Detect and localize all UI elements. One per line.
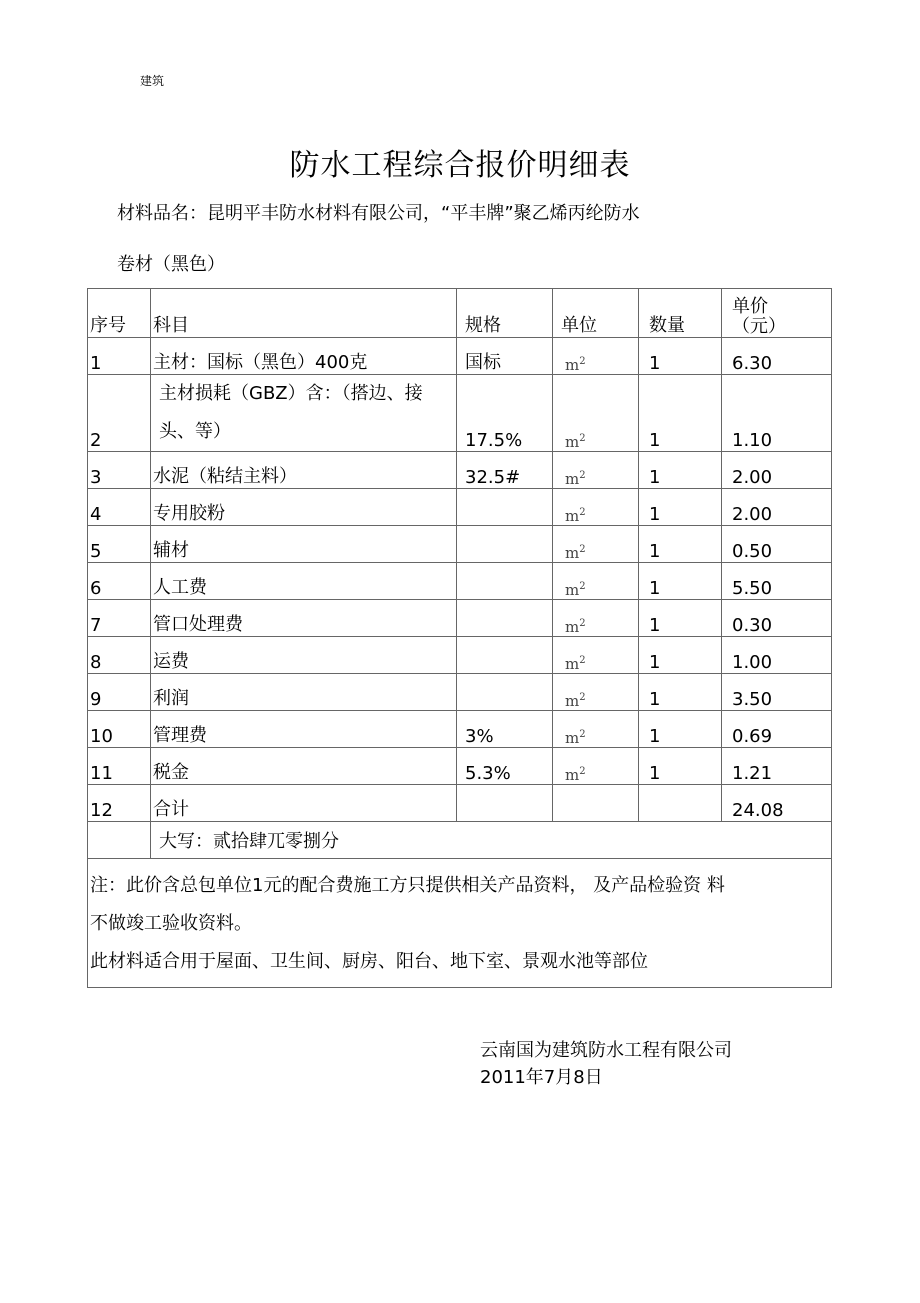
cell-spec (457, 637, 553, 674)
cell-price: 3.50 (722, 674, 832, 711)
cell-price: 0.50 (722, 526, 832, 563)
note-row (88, 859, 832, 988)
cell-subject: 专用胶粉 (151, 489, 457, 526)
header-index: 序号 (88, 289, 151, 338)
cell-subject: 管理费 (151, 711, 457, 748)
cell-unit (553, 338, 639, 375)
cell-subject: 运费 (151, 637, 457, 674)
unit-text: m (565, 470, 580, 488)
cell-subject: 辅材 (151, 526, 457, 563)
page-title: 防水工程综合报价明细表 (289, 148, 631, 183)
unit-text: m (565, 655, 580, 673)
cell-quantity: 1 (639, 452, 722, 489)
total-row (88, 785, 832, 822)
unit-sup: 2 (579, 470, 586, 481)
unit-text: m (565, 356, 580, 374)
cell-subject: 管口处理费 (151, 600, 457, 637)
unit-text: m (565, 766, 580, 784)
cell-spec (457, 489, 553, 526)
cell-spec: 17.5% (457, 375, 553, 452)
cell-unit (553, 452, 639, 489)
total-price: 24.08 (722, 785, 832, 822)
cell-price: 1.00 (722, 637, 832, 674)
cell-unit (553, 748, 639, 785)
unit-sup: 2 (579, 544, 586, 555)
table-row (88, 637, 832, 674)
cell-subject: 主材损耗（GBZ）含：（搭边、接头、等） (151, 375, 457, 452)
cell-quantity: 1 (639, 711, 722, 748)
cell-price: 0.30 (722, 600, 832, 637)
cell-index: 2 (88, 375, 151, 452)
note-line-1: 注：此价含总包单位1元的配合费施工方只提供相关产品资料， 及产品检验资 料 (90, 875, 725, 896)
header-quantity: 数量 (639, 289, 722, 338)
amount-in-words: 大写：贰拾肆兀零捌分 (151, 822, 832, 859)
unit-sup: 2 (579, 507, 586, 518)
amount-words-empty (88, 822, 151, 859)
cell-unit (553, 711, 639, 748)
total-spec-empty (457, 785, 553, 822)
table-row (88, 489, 832, 526)
cell-unit (553, 600, 639, 637)
cell-spec: 3% (457, 711, 553, 748)
cell-quantity: 1 (639, 489, 722, 526)
cell-subject: 水泥（粘结主料） (151, 452, 457, 489)
header-unit-price-line2: （元） (732, 316, 786, 337)
amount-words-row (88, 822, 832, 859)
quote-table (87, 288, 832, 988)
total-qty-empty (639, 785, 722, 822)
cell-price: 6.30 (722, 338, 832, 375)
cell-quantity: 1 (639, 563, 722, 600)
note-cell (88, 859, 832, 988)
table-row (88, 375, 832, 452)
unit-sup: 2 (579, 618, 586, 629)
cell-quantity: 1 (639, 748, 722, 785)
material-line-1: 材料品名：昆明平丰防水材料有限公司，“平丰牌”聚乙烯丙纶防水 (117, 203, 640, 224)
cell-quantity: 1 (639, 600, 722, 637)
cell-price: 2.00 (722, 452, 832, 489)
table-row (88, 526, 832, 563)
cell-unit (553, 489, 639, 526)
unit-text: m (565, 618, 580, 636)
cell-subject: 税金 (151, 748, 457, 785)
cell-unit (553, 526, 639, 563)
cell-index: 9 (88, 674, 151, 711)
unit-sup: 2 (579, 692, 586, 703)
table-row (88, 748, 832, 785)
cell-price: 5.50 (722, 563, 832, 600)
total-unit-empty (553, 785, 639, 822)
cell-spec: 国标 (457, 338, 553, 375)
cell-index: 6 (88, 563, 151, 600)
unit-sup: 2 (579, 729, 586, 740)
table-row (88, 600, 832, 637)
cell-index: 3 (88, 452, 151, 489)
unit-text: m (565, 544, 580, 562)
cell-subject: 利润 (151, 674, 457, 711)
table-row (88, 711, 832, 748)
cell-spec: 32.5# (457, 452, 553, 489)
unit-text: m (565, 692, 580, 710)
table-header-row (88, 289, 832, 338)
header-subject: 科目 (151, 289, 457, 338)
unit-sup: 2 (579, 581, 586, 592)
cell-index: 1 (88, 338, 151, 375)
cell-unit (553, 563, 639, 600)
table-row (88, 452, 832, 489)
cell-unit (553, 674, 639, 711)
total-label: 合计 (151, 785, 457, 822)
cell-subject: 人工费 (151, 563, 457, 600)
header-unit-price (722, 289, 832, 338)
cell-index: 4 (88, 489, 151, 526)
cell-index: 7 (88, 600, 151, 637)
cell-quantity: 1 (639, 375, 722, 452)
unit-text: m (565, 729, 580, 747)
cell-subject: 主材：国标（黑色）400克 (151, 338, 457, 375)
unit-text: m (565, 581, 580, 599)
header-unit: 单位 (553, 289, 639, 338)
cell-quantity: 1 (639, 637, 722, 674)
unit-sup: 2 (579, 766, 586, 777)
cell-spec (457, 600, 553, 637)
unit-sup: 2 (579, 356, 586, 367)
unit-sup: 2 (579, 655, 586, 666)
cell-index: 5 (88, 526, 151, 563)
cell-quantity: 1 (639, 338, 722, 375)
cell-spec (457, 674, 553, 711)
signature-date: 2011年7月8日 (480, 1067, 603, 1088)
cell-unit (553, 637, 639, 674)
cell-price: 1.21 (722, 748, 832, 785)
cell-spec (457, 526, 553, 563)
signature-company: 云南国为建筑防水工程有限公司 (480, 1040, 732, 1061)
table-row (88, 563, 832, 600)
total-index: 12 (88, 785, 151, 822)
header-unit-price-line1: 单价 (732, 296, 768, 317)
unit-sup: 2 (579, 433, 586, 444)
header-spec: 规格 (457, 289, 553, 338)
cell-price: 2.00 (722, 489, 832, 526)
cell-index: 8 (88, 637, 151, 674)
cell-price: 1.10 (722, 375, 832, 452)
unit-text: m (565, 507, 580, 525)
cell-price: 0.69 (722, 711, 832, 748)
cell-index: 10 (88, 711, 151, 748)
cell-spec: 5.3% (457, 748, 553, 785)
cell-index: 11 (88, 748, 151, 785)
table-row (88, 338, 832, 375)
table-row (88, 674, 832, 711)
cell-quantity: 1 (639, 674, 722, 711)
cell-unit (553, 375, 639, 452)
header-mark: 建筑 (140, 74, 165, 88)
unit-text: m (565, 433, 580, 451)
material-line-2: 卷材（黑色） (117, 254, 225, 275)
cell-spec (457, 563, 553, 600)
cell-quantity: 1 (639, 526, 722, 563)
note-line-2: 不做竣工验收资料。 (90, 913, 252, 934)
note-line-3: 此材料适合用于屋面、卫生间、厨房、阳台、地下室、景观水池等部位 (90, 951, 648, 972)
